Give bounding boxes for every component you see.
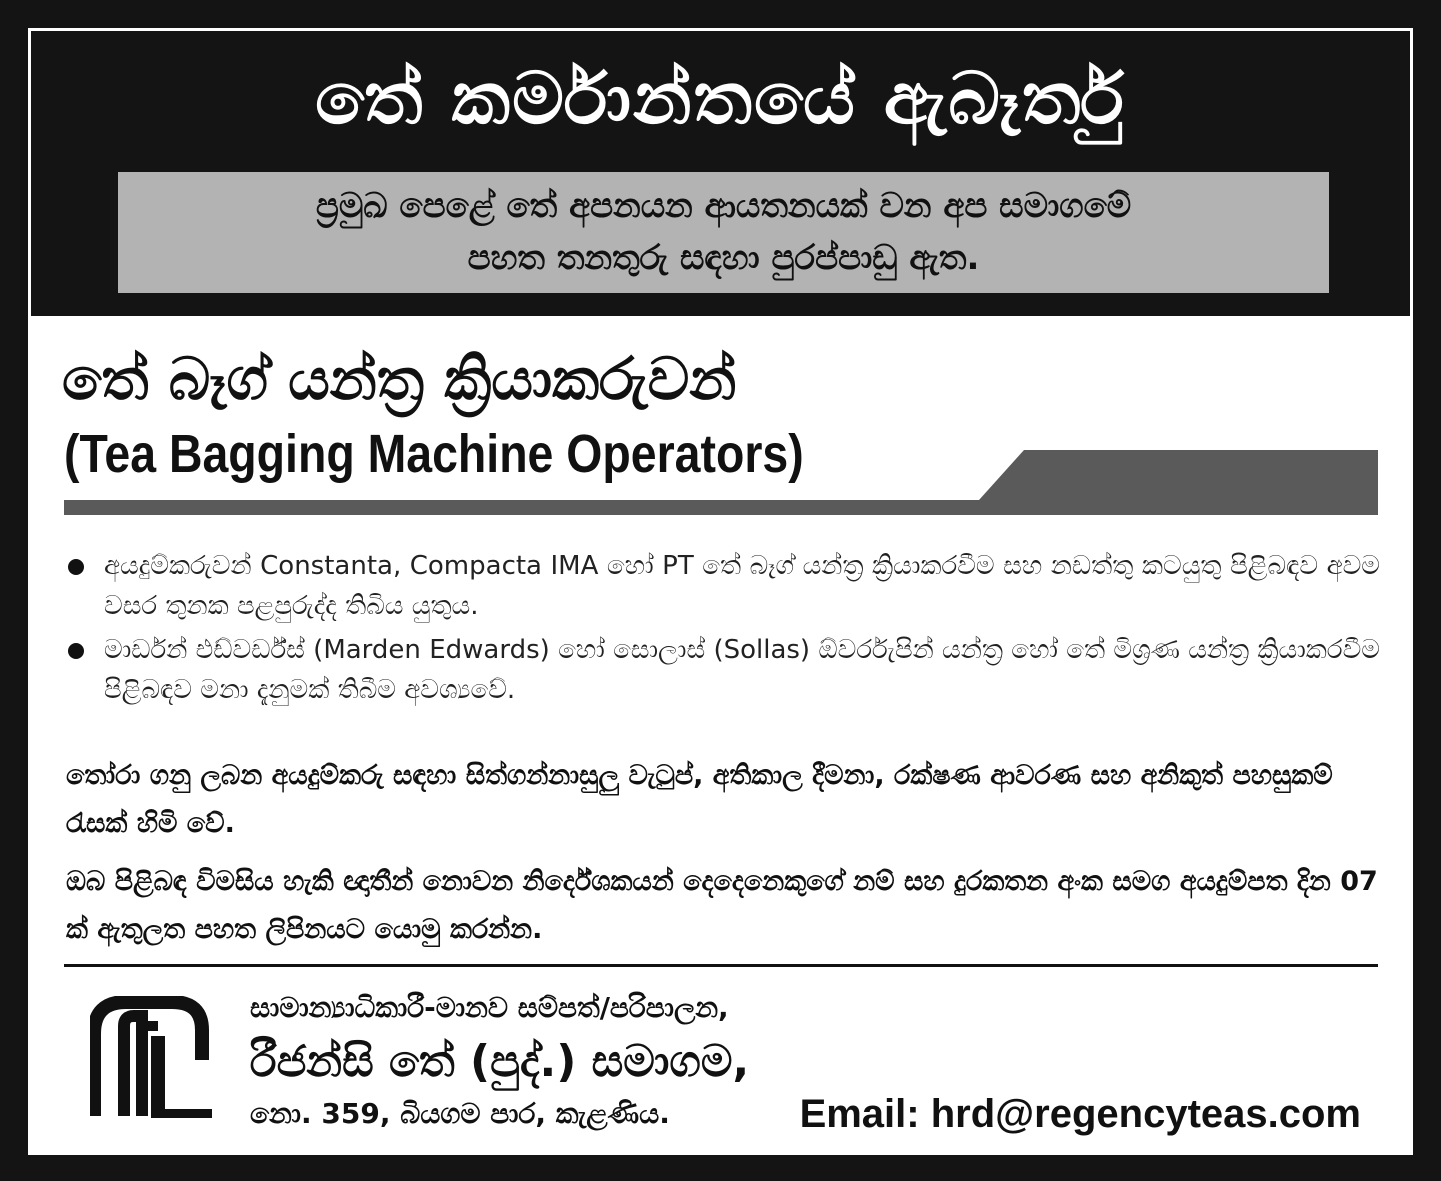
- footer-divider: [64, 964, 1378, 967]
- company-name: රීජන්සි තේ (පුද්.) සමාගම,: [250, 1036, 750, 1087]
- benefits-paragraph: තෝරා ගනු ලබන අයදුම්කරු සඳහා සිත්ගන්නාසුලු වැටුප්, අතිකාල දීමනා, රක්ෂණ ආවරණ සහ අනිකුත් පහසුකම් රැසක් හිමි වේ.: [66, 760, 1333, 839]
- contact-designation: සාමාන්‍යාධිකාරී-මානව සම්පත්/පරිපාලන,: [250, 991, 729, 1024]
- intro-line-1: ප්‍රමුඛ පෙළේ තේ අපනයන ආයතනයක් වන අප සමාගමේ: [315, 186, 1132, 226]
- requirement-item: [66, 546, 1380, 626]
- accent-bar-slanted: [64, 500, 1378, 515]
- ad-headline: තේ කර්මාන්තයේ ඇබෑර්තු: [315, 56, 1126, 140]
- intro-box: [118, 172, 1329, 293]
- bullet-icon: [68, 559, 84, 575]
- position-title-sinhala: තේ බෑග් යන්ත්‍ර ක්‍රියාකරුවන්: [62, 345, 737, 413]
- application-paragraph: ඔබ පිළිබඳ විමසිය හැකි ඥාතීන් නොවන නිර්දේශකයන් දෙදෙනෙකුගේ නම් සහ දුරකතන අංක සමග අයදුම්පත දින 07 ක් ඇතුලත පහත ලිපිනයට යොමු කරන්න.: [66, 866, 1378, 945]
- bullet-icon: [68, 643, 84, 659]
- contact-email[interactable]: Email: hrd@regencyteas.com: [799, 1092, 1361, 1136]
- requirement-item: [66, 630, 1380, 710]
- requirement-text: මාර්ඩන් එඩ්වර්ඩ්ස් (Marden Edwards) හෝ සොලාස් (Sollas) ඕවර්රැපින් යන්ත්‍ර හෝ තේ මිශ්‍රණ යන්ත්‍ර ක්‍රියාකරවීම පිළිබඳව මනා දැනුමක් තිබීම අවශ්‍යවේ.: [104, 635, 1380, 705]
- requirements-list: [66, 546, 1380, 714]
- intro-line-2: පහත තනතුරු සඳහා පුරප්පාඩු ඇත.: [467, 238, 980, 278]
- regency-logo-icon: [90, 996, 214, 1118]
- position-title-english: (Tea Bagging Machine Operators): [64, 424, 804, 484]
- company-address: නො. 359, බියගම පාර, කැළණිය.: [250, 1097, 670, 1130]
- accent-bar-block: [979, 450, 1378, 500]
- requirement-text: අයදුම්කරුවන් Constanta, Compacta IMA හෝ PT තේ බෑග් යන්ත්‍ර ක්‍රියාකරවීම සහ නඩත්තු කටයුතු පිළිබඳව අවම වසර තුනක පළපුරුද්ද තිබිය යුතුය.: [104, 551, 1380, 621]
